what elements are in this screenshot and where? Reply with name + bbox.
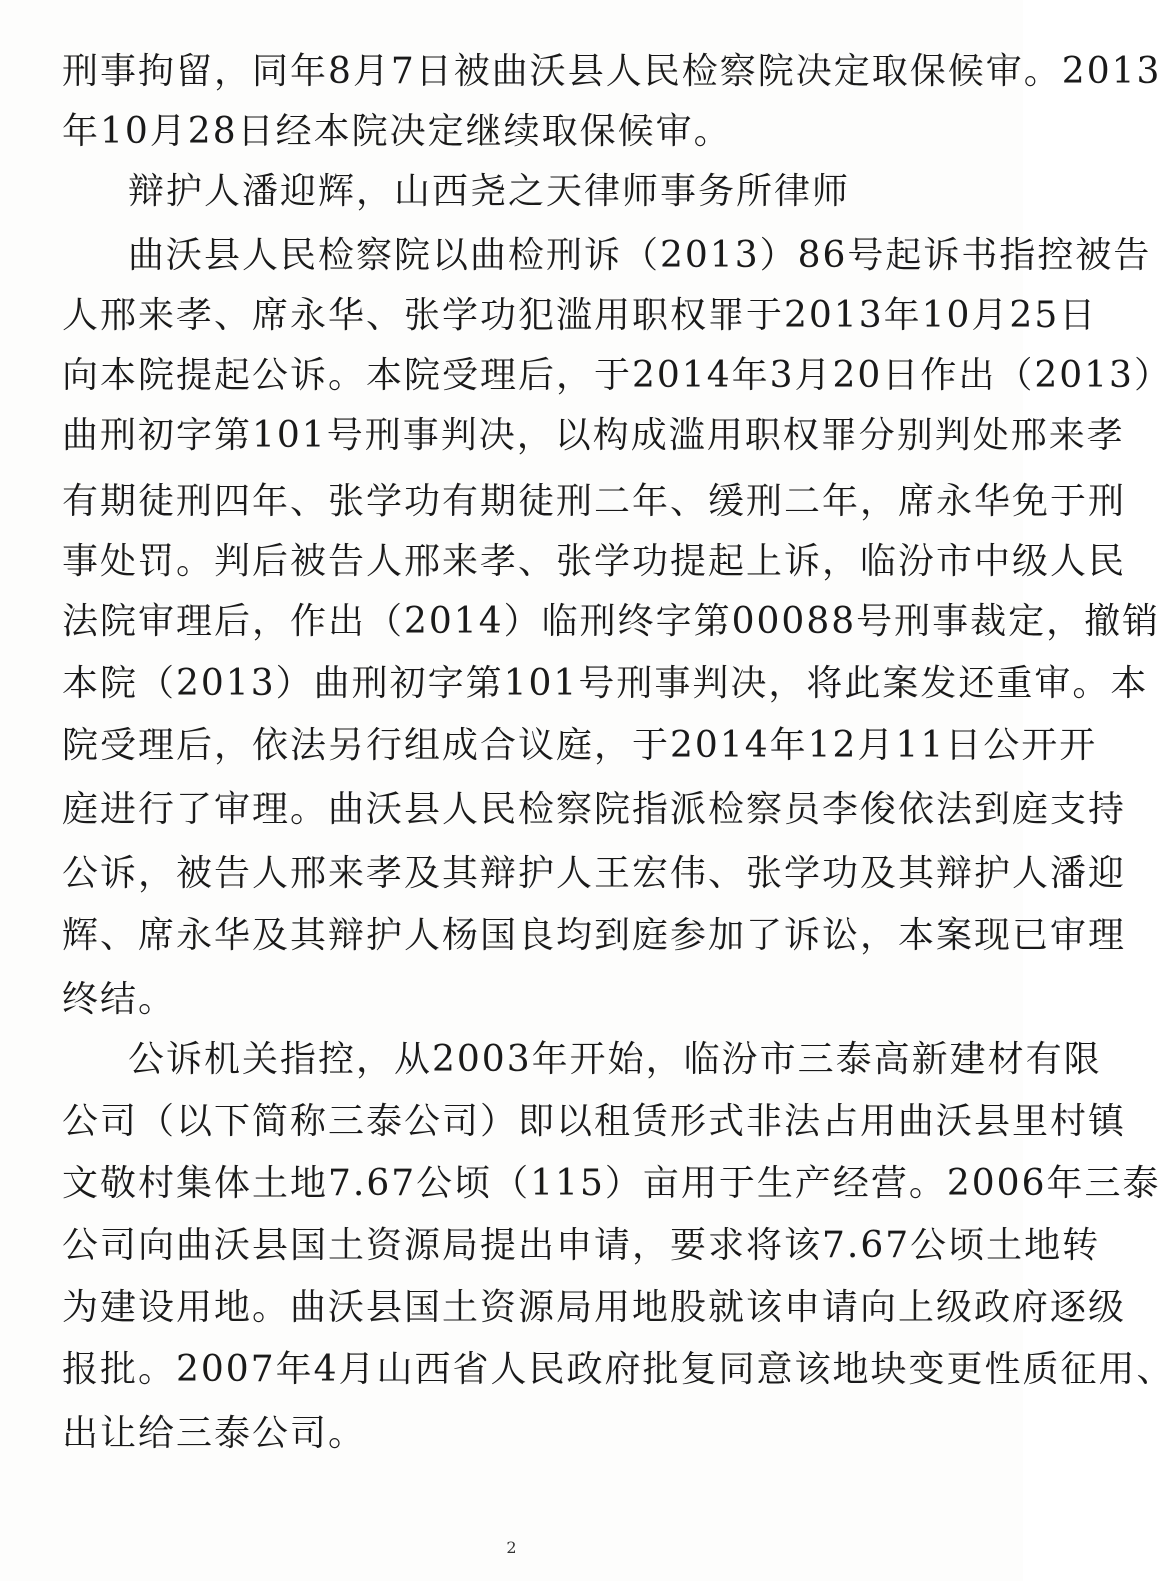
text-line: 报批。2007年4月山西省人民政府批复同意该地块变更性质征用、 xyxy=(62,1349,1175,1390)
text-line: 曲沃县人民检察院以曲检刑诉（2013）86号起诉书指控被告 xyxy=(128,235,1152,276)
text-line: 人邢来孝、席永华、张学功犯滥用职权罪于2013年10月25日 xyxy=(62,295,1098,336)
text-line: 公诉机关指控，从2003年开始，临汾市三泰高新建材有限 xyxy=(128,1039,1102,1080)
text-line: 出让给三泰公司。 xyxy=(62,1413,367,1454)
text-line: 事处罚。判后被告人邢来孝、张学功提起上诉，临汾市中级人民 xyxy=(62,541,1127,582)
text-line: 本院（2013）曲刑初字第101号刑事判决，将此案发还重审。本 xyxy=(62,663,1149,704)
text-line: 曲刑初字第101号刑事判决，以构成滥用职权罪分别判处邢来孝 xyxy=(62,415,1125,456)
text-line: 文敬村集体土地7.67公顷（115）亩用于生产经营。2006年三泰 xyxy=(62,1163,1161,1204)
text-line: 刑事拘留，同年8月7日被曲沃县人民检察院决定取保候审。2013 xyxy=(62,51,1162,92)
text-line: 辉、席永华及其辩护人杨国良均到庭参加了诉讼，本案现已审理 xyxy=(62,915,1127,956)
page-number: 2 xyxy=(506,1538,517,1557)
text-line: 有期徒刑四年、张学功有期徒刑二年、缓刑二年，席永华免于刑 xyxy=(62,481,1127,522)
text-line: 公诉，被告人邢来孝及其辩护人王宏伟、张学功及其辩护人潘迎 xyxy=(62,853,1127,894)
text-line: 为建设用地。曲沃县国土资源局用地股就该申请向上级政府逐级 xyxy=(62,1287,1127,1328)
text-line: 向本院提起公诉。本院受理后，于2014年3月20日作出（2013） xyxy=(62,355,1172,396)
text-line: 终结。 xyxy=(62,979,177,1020)
text-line: 院受理后，依法另行组成合议庭，于2014年12月11日公开开 xyxy=(62,725,1098,766)
text-line: 公司（以下简称三泰公司）即以租赁形式非法占用曲沃县里村镇 xyxy=(62,1101,1127,1142)
text-line: 公司向曲沃县国土资源局提出申请，要求将该7.67公顷土地转 xyxy=(62,1225,1101,1266)
text-line: 年10月28日经本院决定继续取保候审。 xyxy=(62,111,732,152)
text-line: 法院审理后，作出（2014）临刑终字第00088号刑事裁定，撤销 xyxy=(62,601,1161,642)
text-line: 辩护人潘迎辉，山西尧之天律师事务所律师 xyxy=(128,171,851,212)
text-line: 庭进行了审理。曲沃县人民检察院指派检察员李俊依法到庭支持 xyxy=(62,789,1127,830)
